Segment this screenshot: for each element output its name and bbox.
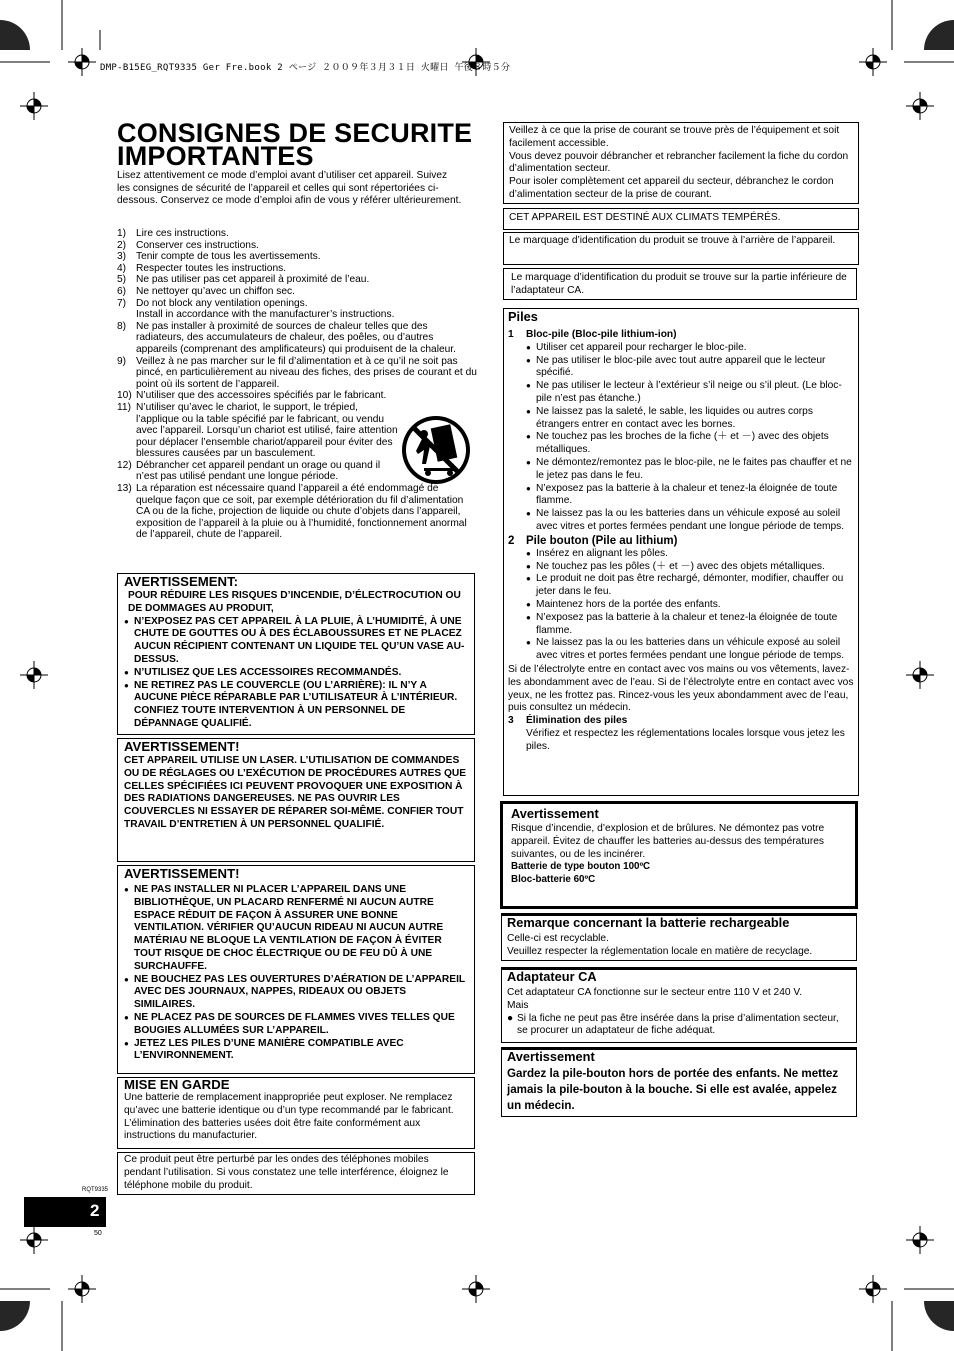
outlet-note-line: Pour isoler complètement cet appareil du secteur, débranchez le cordon d’alimentation secteur de la prise de courant. [509,176,834,200]
list-item [117,483,477,541]
bullet-dot-icon: ● [526,432,531,442]
bullet-dot-icon: ● [526,599,531,609]
warning-1-heading: AVERTISSEMENT: [124,574,239,589]
battery-pack-items [508,342,854,534]
bullet-item [526,355,854,381]
bullet-text: N’EXPOSEZ PAS CET APPAREIL À LA PLUIE, À L’HUMIDITÉ, À UNE CHUTE DE GOUTTES OU À DES ÉCLABOUSSURES ET NE PLACEZ AUCUN RÉCIPIENT CONTENANT UN LIQUIDE TEL QU’UN VASE AU-DESSUS. [134,615,465,665]
battery-section-2-title [508,535,854,548]
item-number: 9) [117,355,127,367]
section-2-title: Pile bouton (Pile au lithium) [526,534,678,547]
bullet-item [526,573,854,599]
bullet-item [526,612,854,638]
item-text: Ne nettoyer qu’avec un chiffon sec. [136,285,295,297]
regulation-line: Veuillez respecter la réglementation locale en matière de recyclage. [507,945,813,957]
bullet-text: N’exposez pas la batterie à la chaleur et tenez-la éloignée de toute flamme. [536,611,838,636]
ac-adaptor-box [501,967,857,1043]
marking-text-1: Le marquage d’identification du produit se trouve à l’arrière de l’appareil. [509,235,836,246]
item-number: 7) [117,297,127,309]
bullet-item [526,561,854,574]
item-text: Lire ces instructions. [136,228,229,239]
bullet-dot-icon: ● [526,612,531,622]
item-text: Do not block any ventilation openings. [136,297,308,309]
fire-warning-body: Risque d’incendie, d’explosion et de brûlures. Ne démontez pas votre appareil. Évitez de chauffer les batteries au-dessus des températures suivantes, ou de les incinérer. [511,823,825,860]
item-number: 12) [117,459,132,471]
list-item [117,298,477,310]
item-number: 4) [117,262,127,274]
climate-box [503,208,859,230]
mobile-phone-note [117,1152,475,1195]
item-text: Conserver ces instructions. [136,239,259,251]
bullet-text: Le produit ne doit pas être rechargé, démonter, modifier, chauffer ou jeter dans le feu. [536,573,844,598]
list-item [117,356,477,391]
list-item [117,228,477,240]
caution-box [117,1077,475,1149]
bullet-dot-icon: ● [526,355,531,365]
bullet-text: Ne touchez pas les broches de la fiche (＋ et －) avec des objets métalliques. [536,431,829,456]
instruction-list [117,228,477,541]
bullet-dot-icon: ● [526,406,531,416]
title-line-1: CONSIGNES DE SECURITE [117,118,473,148]
recharge-note-heading: Remarque concernant la batterie rechargeable [507,915,790,930]
item-text: Débrancher cet appareil pendant un orage ou quand il n’est pas utilisé pendant une longue période. [136,459,381,483]
recharge-note-box [501,913,857,961]
warning-2-body: CET APPAREIL UTILISE UN LASER. L’UTILISATION DE COMMANDES OU DE RÉGLAGES OU L’EXÉCUTION DE PROCÉDURES AUTRES QUE CELLES SPÉCIFIÉES ICI PEUVENT PROVOQUER UNE EXPOSITION À DES RADIATIONS DANGEREUSES. NE PAS OUVRIR LES COUVERCLES NI ESSAYER DE RÉPARER SOI-MÊME. CONFIER TOUT TRAVAIL D’ENTRETIEN À UN PERSONNEL QUALIFIÉ. [124,755,467,830]
bullet-item [526,599,854,612]
title-line-2: IMPORTANTES [117,141,314,171]
coin-battery-items [508,548,854,663]
bullet-item [526,483,854,509]
list-item [117,390,477,402]
bullet-item [526,637,854,663]
print-file-info: DMP-B15EG_RQT9335 Ger Fre.book 2 ページ ２００９年３月３１日 火曜日 午後８時５分 [100,63,511,73]
list-item [117,286,477,298]
item-text: N’utiliser que des accessoires spécifiés par le fabricant. [136,390,387,402]
marking-box-1 [503,232,859,265]
section-2-number: 2 [508,534,515,547]
item-text: Ne pas utiliser pas cet appareil à proximité de l’eau. [136,274,370,286]
coin-cell-warning-heading: Avertissement [507,1049,595,1064]
list-item [117,274,477,286]
list-item [117,251,477,263]
list-item [117,321,477,356]
marking-text-2: Le marquage d’identification du produit se trouve sur la partie inférieure de l’adaptateur CA. [511,272,847,296]
bullet-item [526,457,854,483]
bullet-text: NE PAS INSTALLER NI PLACER L’APPAREIL DANS UNE BIBLIOTHÈQUE, UN PLACARD RENFERMÉ NI AUCUN AUTRE ESPACE RÉDUIT DE FAÇON À ASSURER UNE BONNE VENTILATION. VÉRIFIER QU’AUCUN RIDEAU NI AUCUN AUTRE MATÉRIAU NE BLOQUE LA VENTILATION DE FAÇON À ÉVITER TOUT RISQUE DE CHOC ÉLECTRIQUE OU DE FEU DÛ À UNE SURCHAUFFE. [134,884,444,972]
outlet-note-line: Vous devez pouvoir débrancher et rebrancher facilement la fiche du cordon d’alimentation secteur. [509,150,849,175]
battery-section-3-title [508,715,854,728]
bullet-item [526,431,854,457]
bullet-text: NE RETIREZ PAS LE COUVERCLE (OU L’ARRIÈRE): IL N’Y A AUCUNE PIÈCE RÉPARABLE PAR L’UTILISATEUR À L’INTÉRIEUR. CONFIEZ TOUTE INTERVENTION À UN PERSONNEL DE DÉPANNAGE QUALIFIÉ. [134,679,458,729]
bullet-dot-icon: ● [526,574,531,584]
bullet-dot-icon: ● [124,680,129,690]
item-text: Ne pas installer à proximité de sources de chaleur telles que des radiateurs, des accumulateurs de chaleur, des poêles, ou d’autres appareils (comprenant des amplificateurs) qui produisent de la chaleur. [136,320,456,355]
ac-adaptor-bullet [507,1013,851,1039]
bullet-item [124,1012,468,1038]
bullet-dot-icon: ● [526,509,531,519]
item-number: 1) [117,228,127,239]
bullet-text: Ne touchez pas les pôles (＋ et －) avec des objets métalliques. [536,560,825,572]
bullet-text: Ne laissez pas la ou les batteries dans un véhicule exposé au soleil avec vitres et portes fermées pendant une longue période de temps. [536,637,845,662]
bullet-text: NE PLACEZ PAS DE SOURCES DE FLAMMES VIVES TELLES QUE BOUGIES ALLUMÉES SUR L’APPAREIL. [134,1011,455,1036]
bullet-item [526,508,854,534]
section-3-title: Élimination des piles [526,715,628,727]
item-number: 10) [117,390,132,402]
fire-warning-heading: Avertissement [511,806,599,821]
bullet-item [526,380,854,406]
bullet-item [124,1038,468,1064]
bullet-dot-icon: ● [526,483,531,493]
ac-adaptor-heading: Adaptateur CA [507,969,597,984]
rqt-code: RQT9335 [82,1187,109,1193]
bullet-dot-icon: ● [124,667,129,677]
bullet-text: NE BOUCHEZ PAS LES OUVERTURES D’AÉRATION DE L’APPAREIL AVEC DES JOURNAUX, NAPPES, RIDEAUX OU OBJETS SIMILAIRES. [134,973,465,1011]
list-item [117,309,477,321]
item-number: 8) [117,320,127,332]
item-text: Tenir compte de tous les avertissements. [136,251,321,263]
bullet-dot-icon: ● [124,1038,129,1048]
item-number: 11) [117,401,131,413]
pack-temp-limit: Bloc-batterie 60ºC [511,873,596,885]
warning-1-items [124,616,468,731]
item-number: 5) [117,274,127,286]
bullet-text: N’exposez pas la batterie à la chaleur et tenez-la éloignée de toute flamme. [536,482,838,507]
disposal-text: Vérifiez et respectez les réglementations locales lorsque vous jetez les piles. [526,727,845,752]
bullet-dot-icon: ● [124,885,129,894]
intro-paragraph: Lisez attentivement ce mode d’emploi avant d’utiliser cet appareil. Suivez les consignes de sécurité de l’appareil et celles qui sont répertoriées ci-dessous. Conservez ce mode d’emploi afin de vous y référer ultérieurement. [117,170,462,207]
bullet-text: Ne pas utiliser le lecteur à l’extérieur s’il neige ou s’il pleut. (Le bloc-pile n’est pas étanche.) [536,380,842,404]
page-title [117,118,473,171]
section-1-title: Bloc-pile (Bloc-pile lithium-ion) [526,329,677,340]
mobile-phone-note-text: Ce produit peut être perturbé par les ondes des téléphones mobiles pendant l’utilisation. Si vous constatez une telle interférence, éloignez le téléphone mobile du produit. [124,1154,449,1191]
bullet-item [526,342,854,355]
outlet-note-text [509,125,853,202]
list-item [117,240,477,252]
outlet-note-line: Veillez à ce que la prise de courant se trouve près de l’équipement et soit facilement accessible. [509,125,840,149]
caution-heading: MISE EN GARDE [124,1077,230,1092]
list-item [117,263,477,275]
cart-warning-icon [400,406,472,486]
recyclable-line: Celle-ci est recyclable. [507,933,609,944]
section-1-number: 1 [508,329,514,340]
marking-box-2 [503,268,857,300]
bullet-dot-icon: ● [526,457,531,467]
coin-temp-limit: Batterie de type bouton 100ºC [511,861,651,873]
bullet-dot-icon: ● [526,381,531,391]
batteries-box [503,308,859,796]
warning-box-3 [117,865,475,1074]
item-number [117,309,136,321]
item-number: 6) [117,285,127,297]
warning-box-2 [117,738,475,862]
bullet-item [124,974,468,1012]
caution-body: Une batterie de remplacement inappropriée peut exploser. Ne remplacez qu’avec une batterie identique ou d’un type recommandé par le fabricant. L’élimination des batteries usées doit être faite conformément aux instructions du manufacturier. [124,1092,454,1142]
battery-section-1-title [508,329,854,342]
bullet-dot-icon: ● [526,342,531,352]
bullet-text: Ne laissez pas la ou les batteries dans un véhicule exposé au soleil avec vitres et portes fermées pendant une longue période de temps. [536,508,845,532]
bullet-dot-icon: ● [526,561,531,571]
small-page-ref: 50 [94,1230,102,1237]
item-number: 3) [117,251,127,263]
warning-box-1 [117,573,475,735]
bullet-text: N’UTILISEZ QUE LES ACCESSOIRES RECOMMANDÉS. [134,666,402,678]
page-number: 2 [90,1201,100,1220]
bullet-dot-icon: ● [526,548,531,558]
bullet-dot-icon: ● [124,1012,129,1022]
bullet-dot-icon: ● [124,616,129,626]
warning-1-lead: POUR RÉDUIRE LES RISQUES D’INCENDIE, D’ÉLECTROCUTION OU DE DOMMAGES AU PRODUIT, [128,590,461,614]
item-number: 13) [117,483,132,495]
bullet-text: Maintenez hors de la portée des enfants. [536,598,721,610]
bullet-dot-icon: ● [507,1012,514,1024]
bullet-item [124,667,468,680]
bullet-text: Ne laissez pas la saleté, le sable, les liquides ou autres corps étrangers entrer en contact avec les bornes. [536,405,813,430]
ac-adaptor-body: Cet adaptateur CA fonctionne sur le secteur entre 110 V et 240 V. [507,987,803,998]
bullet-dot-icon: ● [526,638,531,648]
bullet-text: Insérez en alignant les pôles. [536,547,668,559]
item-text: Respecter toutes les instructions. [136,262,287,274]
fire-warning-box [500,801,858,909]
section-3-number: 3 [508,715,514,727]
item-text: La réparation est nécessaire quand l’appareil a été endommagé de quelque façon que ce soit, par exemple détérioration du fil d’alimentation CA ou de la fiche, projection de liquide ou chute d’objets dans l’appareil, exposition de l’appareil à la pluie ou à l’humidité, fonctionnement anormal de l’appareil, chute de l’appareil. [136,483,467,541]
bullet-item [526,406,854,432]
ac-adaptor-mais: Mais [507,999,529,1011]
bullet-text: JETEZ LES PILES D’UNE MANIÈRE COMPATIBLE AVEC L’ENVIRONNEMENT. [134,1037,404,1062]
bullet-text: Ne pas utiliser le bloc-pile avec tout autre appareil que le lecteur spécifié. [536,354,826,379]
bullet-text: Utiliser cet appareil pour recharger le bloc-pile. [536,341,747,353]
coin-cell-warning-body: Gardez la pile-bouton hors de portée des enfants. Ne mettez jamais la pile-bouton à la bouche. Si elle est avalée, appelez un médecin. [507,1067,839,1112]
electrolyte-note: Si de l’électrolyte entre en contact avec vos mains ou vos vêtements, lavez-les abondamment avec de l’eau. Si de l’électrolyte entre en contact avec vos yeux, ne les frottez pas. Rincez-vous les yeux abondamment avec de l’eau, puis consultez un médecin. [508,663,854,714]
item-text: N’utiliser qu’avec le chariot, le support, le trépied, l’applique ou la table spécifié par le fabricant, ou vendu avec l’appareil. Lorsqu’un chariot est utilisé, faire attention pour déplacer l’ensemble chariot/appareil pour éviter des blessures causées par un basculement. [136,401,398,460]
bullet-dot-icon: ● [124,974,129,984]
item-text: Install in accordance with the manufacturer’s instructions. [136,309,395,321]
outlet-note-box [503,122,859,204]
warning-3-items [124,884,468,1063]
ac-adaptor-bullet-text: Si la fiche ne peut pas être insérée dans la prise d’alimentation secteur, se procurer un adaptateur de fiche adéquat. [517,1012,839,1037]
item-text: Veillez à ne pas marcher sur le fil d’alimentation et à ce qu’il ne soit pas pincé, en particulièrement au niveau des fiches, des prises de courant et du point où ils sortent de l’appareil. [136,355,477,390]
bullet-item [124,616,468,667]
climate-text: CET APPAREIL EST DESTINÉ AUX CLIMATS TEMPÉRÉS. [509,212,781,223]
batteries-heading: Piles [508,309,538,324]
warning-3-heading: AVERTISSEMENT! [124,866,240,881]
bullet-item [124,884,468,974]
coin-cell-warning-box [501,1047,857,1117]
bullet-item [526,548,854,561]
item-number: 2) [117,239,127,251]
bullet-text: Ne démontez/remontez pas le bloc-pile, ne le faites pas chauffer et ne le jetez pas dans le feu. [536,456,852,481]
bullet-item [124,680,468,731]
warning-2-heading: AVERTISSEMENT! [124,739,240,754]
